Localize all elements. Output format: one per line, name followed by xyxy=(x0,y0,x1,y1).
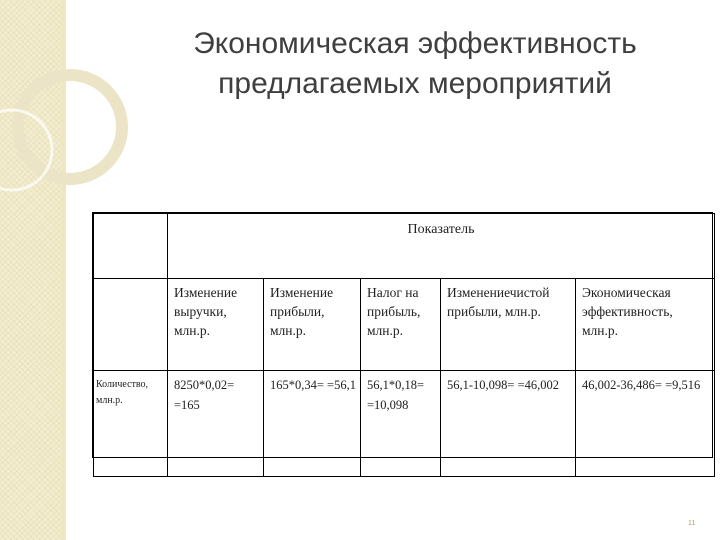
slide-title: Экономическая эффективность предлагаемых мероприятий xyxy=(193,27,637,100)
column-header: Изменениечистой прибыли, млн.р. xyxy=(441,279,576,371)
table-cell: 165*0,34= =56,1 xyxy=(264,371,361,477)
column-header: Изменение прибыли, млн.р. xyxy=(264,279,361,371)
table-cell: 46,002-36,486= =9,516 xyxy=(576,371,715,477)
column-header: Изменение выручки, млн.р. xyxy=(168,279,264,371)
row-label: Количество, млн.р. xyxy=(94,371,168,477)
table-corner-cell xyxy=(94,214,168,279)
column-header: Экономическая эффективность, млн.р. xyxy=(576,279,715,371)
page-number: 11 xyxy=(688,520,696,527)
table-cell: 56,1*0,18= =10,098 xyxy=(361,371,441,477)
table-cell: 56,1-10,098= =46,002 xyxy=(441,371,576,477)
table-cell: 8250*0,02= =165 xyxy=(168,371,264,477)
efficiency-table xyxy=(92,212,713,458)
table-empty-cell xyxy=(94,279,168,371)
group-header: Показатель xyxy=(168,214,715,279)
column-header: Налог на прибыль, млн.р. xyxy=(361,279,441,371)
